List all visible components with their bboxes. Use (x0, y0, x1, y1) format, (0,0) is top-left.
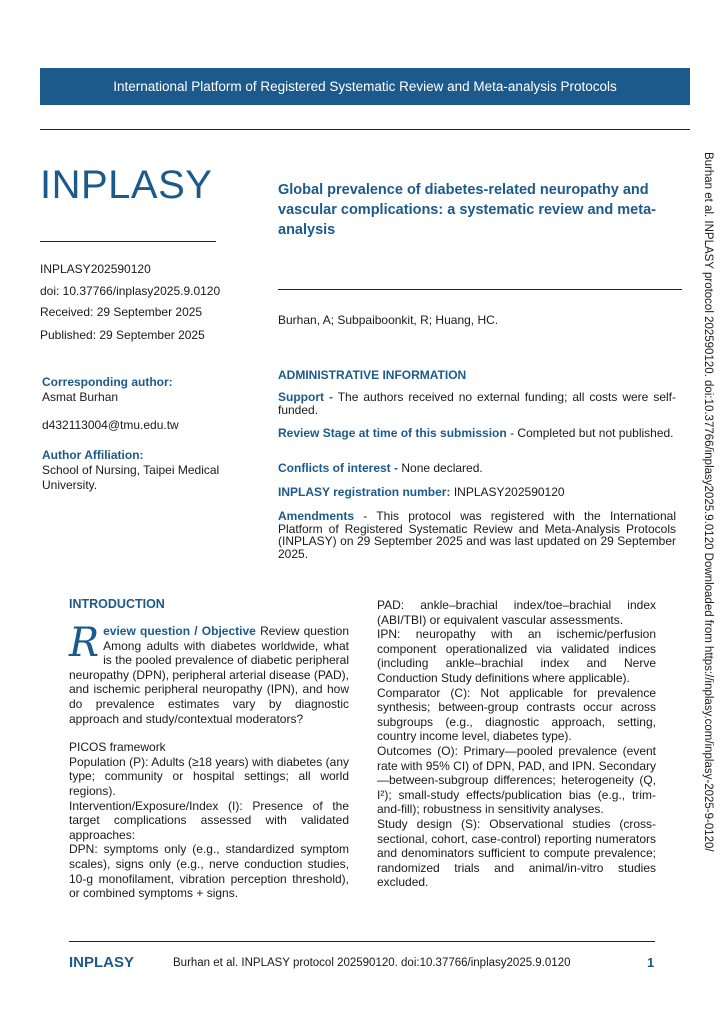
admin-review-stage (278, 427, 676, 440)
introduction-heading: INTRODUCTION (69, 597, 165, 611)
corresponding-name: Asmat Burhan (42, 390, 119, 404)
article-title: Global prevalence of diabetes-related neuropathy and vascular complications: a systematic review and meta-analysis (278, 182, 656, 238)
author-affiliation (42, 448, 242, 493)
doi[interactable]: doi: 10.37766/inplasy2025.9.0120 (40, 284, 221, 298)
review-question-text: Review question Among adults with diabetes worldwide, what is the pooled prevalence of diabetic peripheral neuropathy (DPN), peripheral arterial disease (PAD), and ischemic peripheral neuropathy (IPN), and how do prevalence estimates vary by diagnostic approach and study/contextual moderators? (69, 624, 350, 726)
picos-study-design: Study design (S): Observational studies (cross-sectional, cohort, case-control) reporting numerators and denominators sufficient to compute prevalence; randomized trials and animal/in-vitro studies excluded. (377, 816, 656, 890)
footer-citation: Burhan et al. INPLASY protocol 202590120. doi:10.37766/inplasy2025.9.0120 (173, 957, 571, 969)
corresponding-author (42, 375, 179, 433)
corresponding-label: Corresponding author: (42, 375, 173, 389)
review-question (69, 620, 350, 726)
picos-comparator: Comparator (C): Not applicable for prevalence synthesis; between-group contrasts occur across subgroups (e.g., diagnostic approach, setting, country income level, diabetes type). (377, 685, 656, 744)
intro-right-column (377, 598, 656, 890)
registration-id: INPLASY202590120 (40, 262, 151, 276)
header-rule (40, 129, 690, 130)
inplasy-logo: INPLASY (40, 163, 213, 207)
affiliation-label: Author Affiliation: (42, 448, 144, 462)
support-text: The authors received no external funding; all costs were self-funded. (278, 390, 676, 417)
published-date: Published: 29 September 2025 (40, 328, 205, 342)
stage-text: - Completed but not published. (506, 426, 674, 440)
admin-amendments (278, 510, 676, 560)
author-list: Burhan, A; Subpaiboonkit, R; Huang, HC. (278, 313, 499, 327)
review-question-label: eview question / Objective (103, 624, 256, 638)
side-download-notice[interactable]: Burhan et al. INPLASY protocol 202590120. doi:10.37766/inplasy2025.9.0120 Downloaded from https://inplasy.com/inplasy-2025-9-0120/ (702, 152, 714, 852)
drop-cap: R (69, 620, 100, 666)
amend-label: Amendments (278, 509, 355, 523)
footer-rule (69, 941, 655, 942)
reg-text: INPLASY202590120 (450, 485, 565, 499)
conflicts-label: Conflicts of interest - (278, 461, 399, 475)
reg-label: INPLASY registration number: (278, 485, 451, 499)
picos-dpn: DPN: symptoms only (e.g., standardized symptom scales), signs only (e.g., nerve conduction studies, 10-g monofilament, vibration perception threshold), or combined symptoms + signs. (69, 842, 349, 901)
conflicts-text: None declared. (398, 461, 483, 475)
picos-outcomes: Outcomes (O): Primary—pooled prevalence (event rate with 95% CI) of DPN, PAD, and IPN. Secondary—between-subgroup differences; heterogeneity (Q, I²); small-study effects/publication bias (e.g., trim-and-fill); robustness in sensitivity analyses. (377, 743, 656, 817)
logo-underline (40, 241, 216, 242)
page-number: 1 (647, 955, 655, 970)
journal-banner: International Platform of Registered Systematic Review and Meta-analysis Protocols (40, 68, 690, 105)
received-date: Received: 29 September 2025 (40, 305, 203, 319)
picos-intervention: Intervention/Exposure/Index (I): Presence of the target complications assessed with validated approaches: (69, 798, 349, 842)
picos-population: Population (P): Adults (≥18 years) with diabetes (any type; community or hospital settings; all world regions). (69, 754, 349, 798)
picos-pad: PAD: ankle–brachial index/toe–brachial index (ABI/TBI) or equivalent vascular assessments. (377, 598, 656, 627)
picos-heading: PICOS framework (69, 740, 166, 755)
affiliation-value: School of Nursing, Taipei Medical University. (42, 463, 220, 492)
admin-support (278, 391, 676, 416)
footer-logo: INPLASY (69, 954, 135, 971)
admin-heading: ADMINISTRATIVE INFORMATION (278, 368, 467, 382)
picos-ipn: IPN: neuropathy with an ischemic/perfusion component operationalized via validated indices (including ankle–brachial index and Nerve Conduction Study definitions where applicable). (377, 627, 656, 685)
corresponding-email[interactable]: d432113004@tmu.edu.tw (42, 418, 179, 432)
title-rule (278, 289, 682, 290)
support-label: Support - (278, 390, 333, 404)
stage-label: Review Stage at time of this submission (278, 426, 507, 440)
admin-conflicts (278, 462, 676, 475)
intro-left-column (69, 620, 350, 901)
admin-registration (278, 486, 676, 499)
amend-text: - This protocol was registered with the International Platform of Registered Systematic Review and Meta-Analysis Protocols (INPLASY) on 29 September 2025 and was last updated on 29 September 2025. (278, 509, 676, 561)
